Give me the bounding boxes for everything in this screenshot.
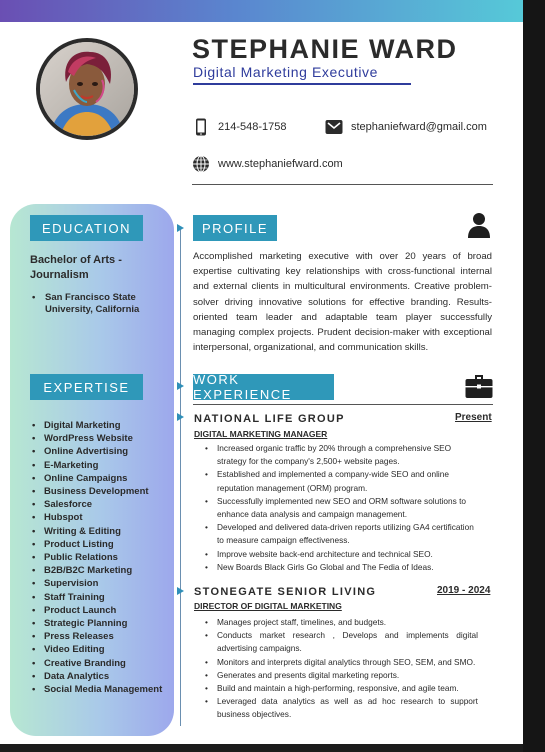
list-item: • Improve website back-end architecture and technical SEO. <box>200 548 478 561</box>
candidate-name: STEPHANIE WARD <box>192 34 458 64</box>
job-company: NATIONAL LIFE GROUP <box>194 413 345 425</box>
job-bullets <box>200 442 478 574</box>
briefcase-icon <box>465 374 493 399</box>
list-item: • Established and implemented a company-wide SEO and online reputation management (ORM) program. <box>200 468 478 494</box>
list-item: • Increased organic traffic by 20% through a comprehensive SEO strategy for the company's 2,500+ website pages. <box>200 442 478 468</box>
phone-number: 214-548-1758 <box>218 121 287 133</box>
expertise-heading: EXPERTISE <box>30 374 143 400</box>
profile-photo <box>36 38 138 140</box>
list-item: • Press Releases <box>30 630 165 643</box>
list-item: • Creative Branding <box>30 657 165 670</box>
list-item: • Video Editing <box>30 643 165 656</box>
list-item: • Public Relations <box>30 551 165 564</box>
job-role: DIRECTOR OF DIGITAL MARKETING <box>194 601 342 611</box>
list-item: • Digital Marketing <box>30 419 165 432</box>
list-item: • Staff Training <box>30 591 165 604</box>
timeline-arrow <box>177 413 184 421</box>
contact-email <box>325 118 487 136</box>
timeline-arrow <box>177 382 184 390</box>
job-company: STONEGATE SENIOR LIVING <box>194 586 377 598</box>
list-item: • Manages project staff, timelines, and budgets. <box>200 616 478 629</box>
globe-icon <box>192 155 210 173</box>
top-gradient-bar <box>0 0 523 22</box>
timeline-arrow <box>177 224 184 232</box>
timeline-line <box>180 228 181 726</box>
header-divider <box>192 184 493 185</box>
list-item: • Product Listing <box>30 538 165 551</box>
list-item: • New Boards Black Girls Go Global and The Fedia of Ideas. <box>200 561 478 574</box>
education-school: • San Francisco State University, California <box>32 292 167 316</box>
list-item: • Online Campaigns <box>30 472 165 485</box>
list-item: • Conducts market research , Develops and implements digital advertising campaigns. <box>200 629 478 655</box>
list-item: • Product Launch <box>30 604 165 617</box>
list-item: • Online Advertising <box>30 445 165 458</box>
list-item: • Generates and presents digital marketing reports. <box>200 669 478 682</box>
list-item: • Salesforce <box>30 498 165 511</box>
list-item: • Data Analytics <box>30 670 165 683</box>
person-icon <box>467 212 491 238</box>
list-item: • Successfully implemented new SEO and ORM software solutions to enhance data analysis and campaign management. <box>200 495 478 521</box>
list-item: • Monitors and interprets digital analytics through SEO, SEM, and SMO. <box>200 656 478 669</box>
contact-website <box>192 155 343 173</box>
list-item: • Business Development <box>30 485 165 498</box>
education-degree: Bachelor of Arts - Journalism <box>30 254 122 281</box>
job-dates: Present <box>455 412 492 423</box>
job-role: DIGITAL MARKETING MANAGER <box>194 429 328 439</box>
profile-heading: PROFILE <box>193 215 277 241</box>
contact-phone <box>192 118 287 136</box>
window-edge <box>523 0 545 752</box>
list-item: • B2B/B2C Marketing <box>30 564 165 577</box>
list-item: • E-Marketing <box>30 459 165 472</box>
website-url[interactable]: www.stephaniefward.com <box>218 158 343 170</box>
portrait-image <box>40 42 134 136</box>
list-item: • WordPress Website <box>30 432 165 445</box>
list-item: • Leveraged data analytics as well as ad hoc research to support business objectives. <box>200 695 478 721</box>
list-item: • Supervision <box>30 577 165 590</box>
timeline-arrow <box>177 587 184 595</box>
list-item: • Social Media Management <box>30 683 165 696</box>
list-item: • Developed and delivered data-driven reports utilizing GA4 certification to measure campaign effectiveness. <box>200 521 478 547</box>
list-item: • Build and maintain a high-performing, responsive, and agile team. <box>200 682 478 695</box>
job-title: Digital Marketing Executive <box>193 64 379 80</box>
list-item: • Strategic Planning <box>30 617 165 630</box>
list-item: • Writing & Editing <box>30 525 165 538</box>
list-item: • Hubspot <box>30 511 165 524</box>
title-underline <box>193 83 411 85</box>
work-divider <box>193 404 493 405</box>
email-icon <box>325 118 343 136</box>
profile-summary: Accomplished marketing executive with over 20 years of broad expertise cultivating key relationships with cross-functional internal and external clients in multicultural environments. Creative problem-solver driving innovative solutions for effective branding. Results-oriented team leader and adaptable team player successfully managing complex projects. Prudent decision-maker with exceptional interpersonal, organizational, and communication skills. <box>193 251 492 354</box>
expertise-list <box>30 419 165 696</box>
job-dates: 2019 - 2024 <box>437 585 491 596</box>
email-address[interactable]: stephaniefward@gmail.com <box>351 121 487 133</box>
education-heading: EDUCATION <box>30 215 143 241</box>
job-bullets <box>200 616 478 722</box>
phone-icon <box>192 118 210 136</box>
work-experience-heading: WORK EXPERIENCE <box>193 374 334 400</box>
